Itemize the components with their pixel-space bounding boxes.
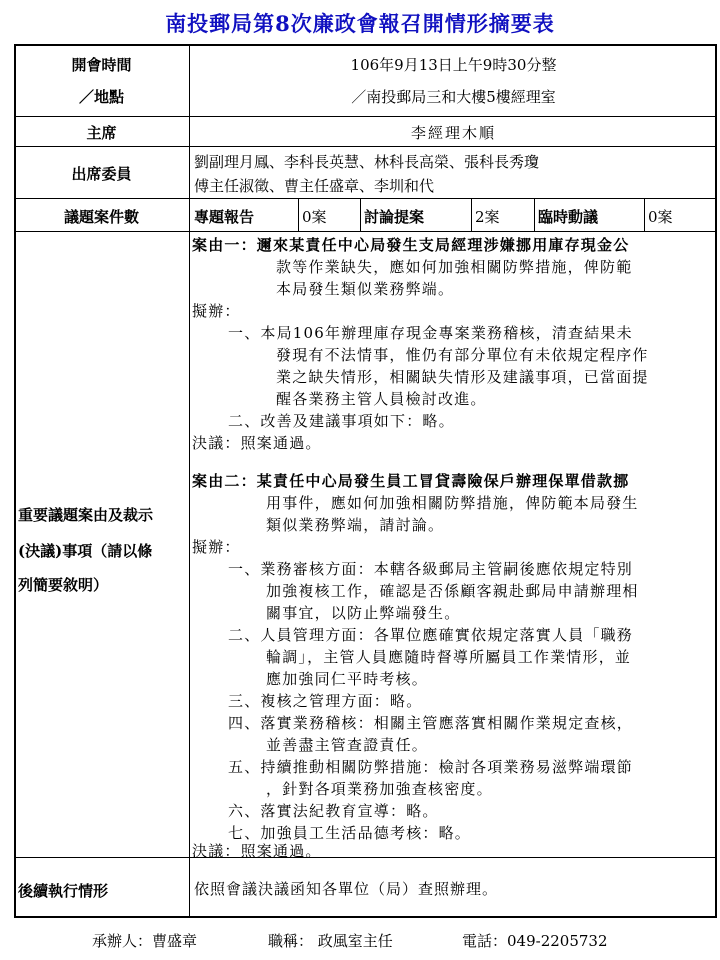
row-divider (14, 857, 717, 858)
proposal-item: 六、落實法紀教育宣導：略。 (228, 802, 439, 820)
row-divider (14, 146, 717, 147)
handler-text: 承辦人：曹盛章 (92, 932, 198, 950)
main-issues-label: (決議)事項（請以條 (18, 542, 153, 560)
proposal-item: 並善盡主管查證責任。 (266, 736, 429, 754)
proposal-item: 一、業務審核方面：本轄各級郵局主管嗣後應依規定特別 (228, 560, 634, 578)
proposal-item: 二、改善及建議事項如下：略。 (228, 412, 455, 430)
label-column-divider (189, 44, 190, 918)
proposal-item: 七、加強員工生活品德考核：略。 (228, 824, 472, 842)
attendees-label: 出席委員 (71, 165, 132, 183)
attendees-line: 劉副理月鳳、李科長英慧、林科長高榮、張科長秀瓊 (194, 153, 540, 171)
proposal-item: 一、本局106年辦理庫存現金專案業務稽核，清查結果未 (228, 324, 633, 342)
cell-divider (471, 198, 472, 231)
report-label: 專題報告 (194, 208, 255, 226)
proposal-item: 四、落實業務稽核：相關主管應落實相關作業規定查核， (228, 714, 634, 732)
proposal-label: 擬辦： (192, 302, 241, 320)
meeting-place-label: ／地點 (78, 88, 124, 106)
meeting-place-value: ／南投郵局三和大樓5樓經理室 (351, 88, 556, 106)
proposal-item: 醒各業務主管人員檢討改進。 (276, 390, 487, 408)
chair-label: 主席 (86, 124, 117, 142)
motion-value: 0案 (648, 208, 673, 226)
cell-divider (534, 198, 535, 231)
cell-divider (644, 198, 645, 231)
agenda-count-label: 議題案件數 (63, 208, 139, 226)
proposal-item: 業之缺失情形，相關缺失情形及建議事項，已當面提 (276, 368, 649, 386)
phone-text: 電話：049-2205732 (462, 932, 608, 950)
case-two-line: 類似業務弊端，請討論。 (266, 516, 445, 534)
attendees-line: 傅主任淑徵、曹主任盛章、李圳和代 (194, 177, 435, 195)
followup-value: 依照會議決議函知各單位（局）查照辦理。 (194, 880, 499, 898)
proposal-item: 發現有不法情事，惟仍有部分單位有未依規定程序作 (276, 346, 649, 364)
main-issues-label: 列簡要敘明） (18, 576, 109, 594)
case-two-line: 案由二：某責任中心局發生員工冒貸壽險保戶辦理保單借款挪 (192, 472, 630, 490)
proposal-item: 二、人員管理方面：各單位應確實依規定落實人員「職務 (228, 626, 634, 644)
row-divider (14, 231, 717, 232)
proposal-label: 擬辦： (192, 538, 241, 556)
case-one-line: 案由一：邇來某責任中心局發生支局經理涉嫌挪用庫存現金公 (192, 236, 630, 254)
proposal-item: 加強複核工作，確認是否係顧客親赴郵局申請辦理相 (266, 582, 639, 600)
case-two-line: 用事件，應如何加強相關防弊措施，俾防範本局發生 (266, 494, 639, 512)
motion-label: 臨時動議 (538, 208, 599, 226)
row-divider (14, 116, 717, 117)
cell-divider (298, 198, 299, 231)
report-value: 0案 (302, 208, 327, 226)
summary-table (14, 44, 717, 918)
proposal-item: 五、持續推動相關防弊措施：檢討各項業務易滋弊端環節 (228, 758, 634, 776)
proposal-item: 三、複核之管理方面：略。 (228, 692, 423, 710)
position-text: 職稱： 政風室主任 (268, 932, 393, 950)
case-one-line: 本局發生類似業務弊端。 (276, 280, 455, 298)
row-divider (14, 198, 717, 199)
cell-divider (360, 198, 361, 231)
proposal-item: 輪調」，主管人員應隨時督導所屬員工作業情形，並 (266, 648, 632, 666)
resolution-line: 決議：照案通過。 (192, 842, 322, 860)
discuss-label: 討論提案 (364, 208, 425, 226)
proposal-item: ，針對各項業務加強查核密度。 (266, 780, 493, 798)
main-issues-label: 重要議題案由及裁示 (18, 506, 154, 524)
meeting-time-value: 106年9月13日上午9時30分整 (350, 56, 557, 74)
page-title: 南投郵局第8次廉政會報召開情形摘要表 (165, 11, 555, 36)
followup-label: 後續執行情形 (18, 882, 109, 900)
proposal-item: 關事宜，以防止弊端發生。 (266, 604, 461, 622)
proposal-item: 應加強同仁平時考核。 (266, 670, 429, 688)
meeting-time-label: 開會時間 (71, 56, 132, 74)
discuss-value: 2案 (475, 208, 500, 226)
chair-value: 李經理木順 (410, 124, 496, 142)
case-one-line: 款等作業缺失，應如何加強相關防弊措施，俾防範 (276, 258, 633, 276)
resolution-line: 決議：照案通過。 (192, 434, 322, 452)
